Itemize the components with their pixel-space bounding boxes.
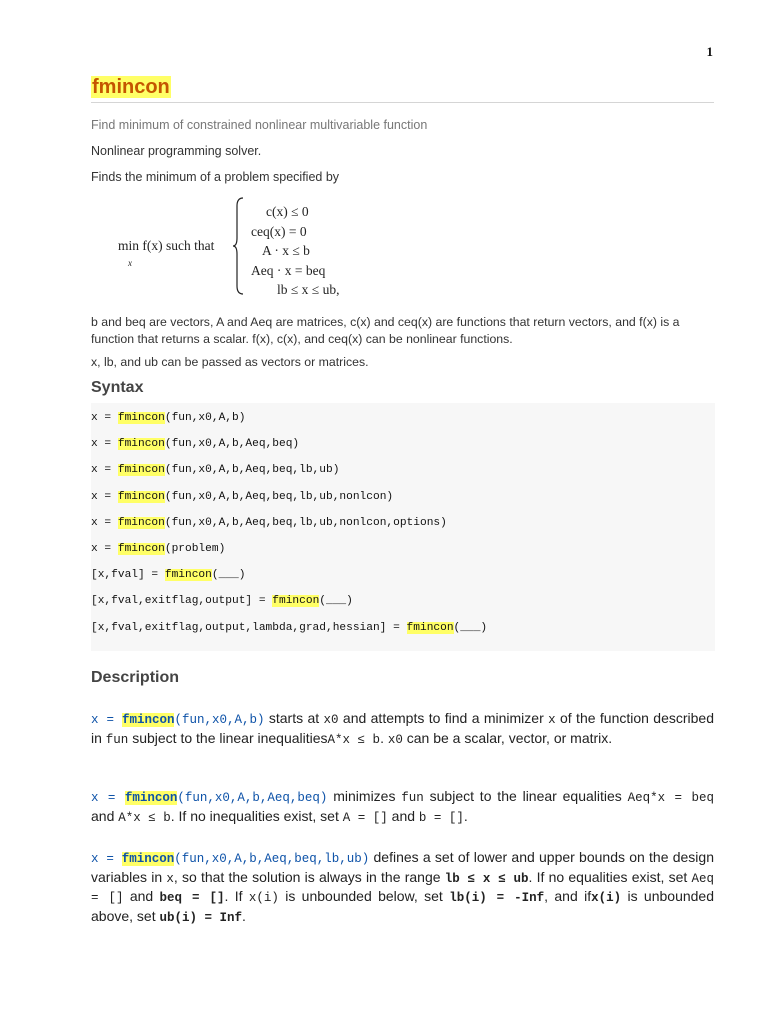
function-name[interactable]: fmincon — [121, 852, 175, 866]
text: of the function described in — [91, 710, 714, 746]
syntax-function-link[interactable]: fmincon — [117, 516, 165, 529]
syntax-output: x = — [91, 464, 118, 477]
syntax-line — [91, 457, 715, 483]
syntax-function-link[interactable]: fmincon — [117, 542, 165, 555]
text: . If no inequalities exist, set — [170, 807, 343, 824]
description-paragraph — [91, 788, 714, 827]
text: . — [242, 907, 246, 924]
page-number: 1 — [706, 44, 713, 59]
constraint: lb ≤ x ≤ ub, — [277, 282, 340, 297]
text: starts at — [264, 710, 324, 726]
syntax-args: (fun,x0,A,b,Aeq,beq,lb,ub,nonlcon) — [164, 490, 394, 503]
text: , and if — [544, 888, 592, 904]
text: . If no equalities exist, set — [528, 868, 692, 885]
syntax-args: (fun,x0,A,b,Aeq,beq,lb,ub) — [164, 464, 340, 477]
function-name[interactable]: fmincon — [124, 791, 178, 805]
syntax-function-link[interactable]: fmincon — [117, 490, 165, 503]
text: is unbounded above, set — [91, 888, 714, 924]
syntax-line — [91, 588, 715, 614]
text: can be a scalar, vector, or matrix. — [402, 729, 613, 746]
intro-line: Nonlinear programming solver. — [91, 144, 262, 158]
code-output: x = — [91, 713, 122, 727]
inline-code: ub(i) = Inf — [159, 910, 243, 925]
inline-code: lb(i) = -Inf — [449, 891, 545, 905]
text: is unbounded below, set — [278, 888, 450, 904]
text: and attempts to find a minimizer — [338, 710, 549, 726]
syntax-output: [x,fval,exitflag,output,lambda,grad,hessian] = — [91, 621, 407, 634]
text: . — [380, 729, 388, 746]
text: and — [387, 807, 419, 824]
math-subscript: x — [128, 258, 132, 268]
constraint-list — [251, 202, 339, 300]
syntax-function-link[interactable]: fmincon — [117, 412, 165, 424]
subtitle: Find minimum of constrained nonlinear multivariable function — [91, 118, 428, 132]
explanation-paragraph: x, lb, and ub can be passed as vectors or matrices. — [91, 355, 369, 369]
function-name[interactable]: fmincon — [121, 713, 175, 727]
syntax-function-link[interactable]: fmincon — [117, 438, 165, 451]
text: defines a set of lower and upper bounds on the design variables in — [91, 849, 714, 885]
description-paragraph — [91, 710, 714, 749]
problem-formulation — [91, 196, 714, 306]
page-title — [91, 74, 714, 100]
code-output: x = — [91, 852, 122, 866]
text: and — [91, 807, 119, 824]
syntax-block — [91, 403, 715, 651]
syntax-function-link[interactable]: fmincon — [406, 621, 454, 634]
syntax-line — [91, 615, 715, 641]
text: minimizes — [327, 788, 402, 804]
inline-code: Aeq = [] — [91, 871, 715, 905]
syntax-heading: Syntax — [91, 379, 144, 396]
explanation-paragraph: b and beq are vectors, A and Aeq are matrices, c(x) and ceq(x) are functions that return vectors, and f(x) is a function that returns a scalar. f(x), c(x), and ceq(x) can be nonlinear functions. — [91, 315, 680, 346]
syntax-output: x = — [91, 542, 118, 555]
syntax-line — [91, 431, 715, 457]
text: . — [463, 807, 468, 824]
inline-code: x — [548, 713, 556, 727]
text: and — [123, 888, 160, 904]
syntax-line — [91, 405, 715, 431]
syntax-args: (fun,x0,A,b,Aeq,beq,lb,ub,nonlcon,options) — [164, 516, 447, 529]
syntax-args: (___) — [211, 569, 246, 582]
syntax-line — [91, 536, 715, 562]
syntax-function-link[interactable]: fmincon — [272, 595, 320, 608]
syntax-output: x = — [91, 438, 118, 451]
inline-code: x(i) — [248, 891, 279, 905]
constraint: Aeq · x = beq — [251, 262, 326, 278]
syntax-args: (fun,x0,A,b,Aeq,beq) — [164, 438, 300, 451]
constraint: ceq(x) = 0 — [251, 223, 307, 239]
syntax-args: (___) — [319, 595, 353, 608]
inline-code: A*x ≤ b — [327, 732, 381, 747]
left-brace-icon — [233, 196, 249, 296]
text: . If — [224, 888, 249, 904]
syntax-output: [x,fval] = — [91, 569, 165, 582]
description-heading: Description — [91, 669, 180, 686]
code-args: (fun,x0,A,b) — [174, 713, 265, 727]
syntax-output: [x,fval,exitflag,output] = — [91, 595, 273, 608]
inline-code: x0 — [387, 732, 403, 747]
inline-code: Aeq*x = beq — [627, 791, 714, 805]
title-text: fmincon — [92, 76, 170, 98]
math-objective: min f(x) such that — [118, 238, 215, 253]
inline-code: beq = [] — [159, 891, 225, 905]
description-paragraph — [91, 849, 714, 927]
text: subject to the linear inequalities — [128, 729, 328, 746]
syntax-function-link[interactable]: fmincon — [164, 569, 212, 582]
syntax-line — [91, 510, 715, 536]
constraint: A · x ≤ b — [262, 243, 310, 258]
text: , so that the solution is always in the range — [173, 868, 445, 885]
syntax-output: x = — [91, 516, 118, 529]
constraint: c(x) ≤ 0 — [266, 204, 309, 219]
intro-line: Finds the minimum of a problem specified by — [91, 170, 340, 184]
document-body — [91, 74, 714, 651]
inline-code: b = [] — [418, 810, 464, 825]
syntax-args: (___) — [453, 621, 488, 634]
syntax-line — [91, 484, 715, 510]
syntax-output: x = — [91, 490, 118, 503]
text: subject to the linear equalities — [423, 788, 628, 804]
inline-code: lb ≤ x ≤ ub — [444, 871, 529, 886]
inline-code: fun — [105, 732, 129, 747]
code-args: (fun,x0,A,b,Aeq,beq) — [177, 791, 328, 805]
inline-code: x(i) — [591, 891, 622, 905]
inline-code: x0 — [323, 713, 339, 727]
syntax-output: x = — [91, 412, 118, 424]
syntax-args: (problem) — [164, 542, 226, 555]
inline-code: x — [166, 871, 174, 886]
inline-code: A = [] — [342, 810, 388, 825]
syntax-function-link[interactable]: fmincon — [117, 464, 165, 477]
inline-code: A*x ≤ b — [118, 810, 171, 825]
code-output: x = — [91, 791, 125, 805]
code-args: (fun,x0,A,b,Aeq,beq,lb,ub) — [174, 852, 370, 866]
syntax-args: (fun,x0,A,b) — [164, 412, 246, 424]
syntax-line — [91, 562, 715, 588]
inline-code: fun — [401, 791, 424, 805]
title-divider — [91, 102, 714, 103]
